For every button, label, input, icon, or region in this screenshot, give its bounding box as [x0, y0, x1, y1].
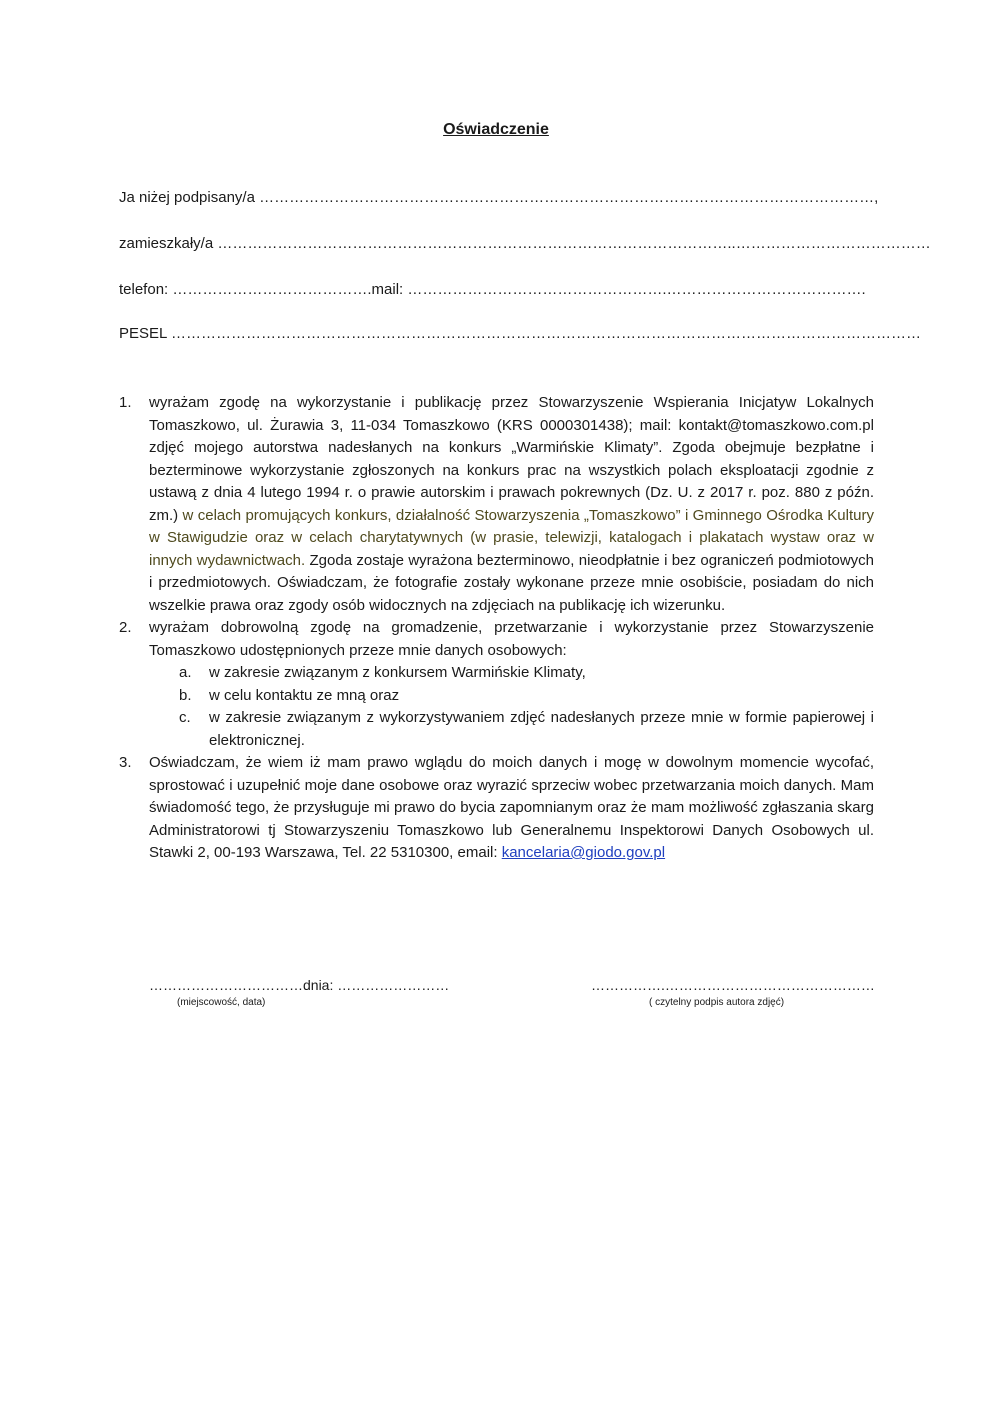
sub-list-item-text: w celu kontaktu ze mną oraz — [209, 686, 400, 704]
list-item-text-highlight: w celach promujących konkurs, działalność Stowarzyszenia „Tomaszkowo” i Gminnego Ośrodka Kultury w Stawigudzie oraz w celach charytatywnych (w prasie, telewizji, katalogach i plakatach wystaw oraz w innych wydawnictwach. — [149, 506, 874, 569]
phone-mail-field-line: telefon: ………………………………….mail: …………………………………………….…………………………………. — [119, 281, 866, 298]
list-item — [119, 392, 874, 617]
sub-list-item-text: w zakresie związanym z wykorzystywaniem zdjęć nadesłanych przeze mnie w formie papierowej i elektronicznej. — [209, 709, 874, 749]
signature-caption: ( czytelny podpis autora zdjęć) — [649, 997, 785, 1008]
place-date-line: ……………………………dnia: …………………… — [149, 977, 450, 993]
list-item-text: Oświadczam, że wiem iż mam prawo wglądu do moich danych i mogę w dowolnym momencie wycofać, sprostować i uzupełnić moje dane osobowe oraz wyrazić sprzeciw wobec przetwarzania moich danych. Mam świadomość tego, że przysługuje mi prawo do bycia zapomnianym oraz że mam możliwość zgłaszania skarg Administratorowi tj Stowarzyszeniu Tomaszkowo lub Generalnemu Inspektorowi Danych Osobowych ul. Stawki 2, 00-193 Warszawa, Tel. 22 5310300, email: — [149, 754, 874, 861]
list-item-number: 3. — [119, 754, 132, 771]
sub-list-item-text: w zakresie związanym z konkursem Warmińskie Klimaty, — [209, 664, 586, 681]
sub-list-item — [119, 662, 874, 685]
document-title: Oświadczenie — [443, 121, 549, 138]
list-item-text-continued: Zgoda zostaje wyrażona bezterminowo, nieodpłatnie i bez ograniczeń podmiotowych i przedmiotowych. Oświadczam, że fotografie zostały wykonane przeze mnie osobiście, posiadam do nich wszelkie prawa oraz zgody osób widocznych na zdjęciach na publikację ich wizerunku. — [149, 551, 874, 614]
list-item-number: 1. — [119, 394, 132, 411]
sub-list-item-letter: a. — [179, 664, 192, 681]
sub-list-item-letter: c. — [179, 709, 191, 726]
list-item — [119, 617, 874, 662]
signature-line: …………….……………………………………… — [591, 977, 875, 993]
list-item — [119, 752, 874, 865]
pesel-field-line: PESEL …………………………………………………………………………………………………………………………………… — [119, 325, 921, 342]
place-date-caption: (miejscowość, data) — [177, 997, 266, 1008]
consent-list — [119, 392, 874, 865]
sub-list-item-letter: b. — [179, 686, 192, 704]
sub-list-item — [119, 685, 874, 708]
list-item-number: 2. — [119, 619, 132, 636]
name-field-line: Ja niżej podpisany/a ……………………………………………………………………………………………………………, — [119, 189, 879, 206]
sub-list-item — [119, 707, 874, 752]
giodo-email-link[interactable]: kancelaria@giodo.gov.pl — [501, 844, 666, 861]
address-field-line: zamieszkały/a …………………………………………………………………………………………..………………………………… — [119, 235, 931, 252]
list-item-text: wyrażam zgodę na wykorzystanie i publikację przez Stowarzyszenie Wspierania Inicjatyw Lokalnych Tomaszkowo, ul. Żurawia 3, 11-034 Tomaszkowo (KRS 0000301438); mail: kontakt@tomaszkowo.com.pl zdjęć mojego autorstwa nadesłanych na konkurs „Warmińskie Klimaty”. Zgoda obejmuje bezpłatne i bezterminowe wykorzystanie zgłoszonych na konkurs prac na wszystkich polach eksploatacji zgodnie z ustawą z dnia 4 lutego 1994 r. o prawie autorskim i prawach pokrewnych (Dz. U. z 2017 r. poz. 880 z późn. zm.) — [149, 394, 874, 524]
list-item-text: wyrażam dobrowolną zgodę na gromadzenie, przetwarzanie i wykorzystanie przez Stowarzyszenie Tomaszkowo udostępnionych przeze mnie danych osobowych: — [149, 619, 874, 659]
